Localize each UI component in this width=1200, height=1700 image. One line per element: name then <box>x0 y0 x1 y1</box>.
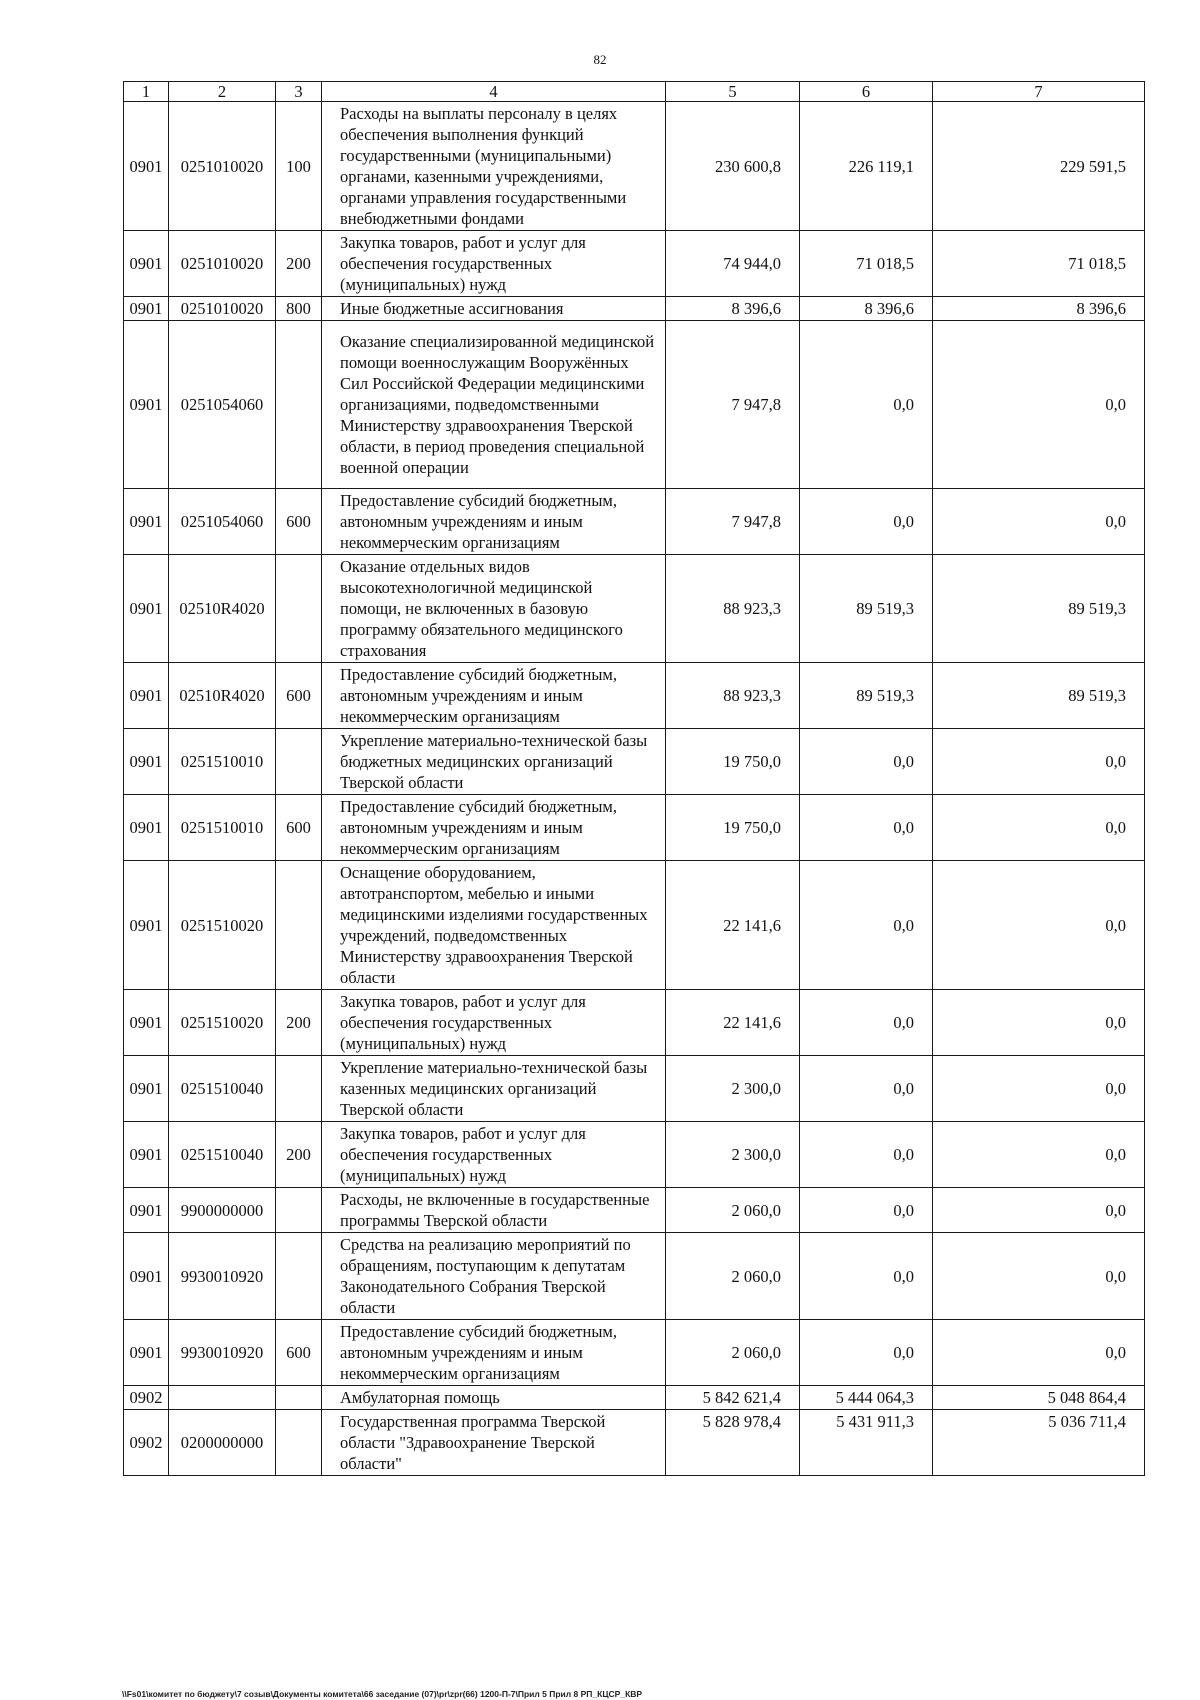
section-code-cell: 0901 <box>124 231 169 297</box>
amount-cell: 88 923,3 <box>666 555 800 663</box>
amount-cell: 5 431 911,3 <box>800 1410 933 1476</box>
amount-cell: 0,0 <box>933 1122 1145 1188</box>
amount-cell: 8 396,6 <box>800 297 933 321</box>
amount-cell: 22 141,6 <box>666 990 800 1056</box>
expense-type-cell <box>276 729 322 795</box>
description-cell: Закупка товаров, работ и услуг для обеспечения государственных (муниципальных) нужд <box>322 990 666 1056</box>
expense-type-cell: 100 <box>276 102 322 231</box>
amount-cell: 5 828 978,4 <box>666 1410 800 1476</box>
target-article-cell: 0251010020 <box>169 102 276 231</box>
amount-cell: 0,0 <box>800 1056 933 1122</box>
expense-type-cell: 600 <box>276 489 322 555</box>
amount-cell: 2 300,0 <box>666 1122 800 1188</box>
amount-cell: 0,0 <box>800 1188 933 1233</box>
amount-cell: 0,0 <box>933 321 1145 489</box>
target-article-cell: 0251510010 <box>169 795 276 861</box>
description-cell: Предоставление субсидий бюджетным, автономным учреждениям и иным некоммерческим организациям <box>322 489 666 555</box>
amount-cell: 0,0 <box>800 1320 933 1386</box>
amount-cell: 5 842 621,4 <box>666 1386 800 1410</box>
amount-cell: 2 300,0 <box>666 1056 800 1122</box>
amount-cell: 19 750,0 <box>666 729 800 795</box>
target-article-cell: 0251510040 <box>169 1122 276 1188</box>
section-code-cell: 0901 <box>124 102 169 231</box>
amount-cell: 0,0 <box>933 990 1145 1056</box>
description-cell: Предоставление субсидий бюджетным, автономным учреждениям и иным некоммерческим организациям <box>322 795 666 861</box>
target-article-cell: 0251510010 <box>169 729 276 795</box>
column-header: 2 <box>169 82 276 102</box>
table-row <box>124 231 1145 297</box>
amount-cell: 0,0 <box>800 1233 933 1320</box>
section-code-cell: 0901 <box>124 1056 169 1122</box>
column-header: 5 <box>666 82 800 102</box>
column-header: 7 <box>933 82 1145 102</box>
amount-cell: 89 519,3 <box>800 663 933 729</box>
expense-type-cell <box>276 1233 322 1320</box>
amount-cell: 89 519,3 <box>800 555 933 663</box>
amount-cell: 0,0 <box>800 990 933 1056</box>
expense-type-cell: 200 <box>276 231 322 297</box>
target-article-cell <box>169 1386 276 1410</box>
section-code-cell: 0901 <box>124 795 169 861</box>
expense-type-cell: 600 <box>276 1320 322 1386</box>
target-article-cell: 9930010920 <box>169 1233 276 1320</box>
column-header: 3 <box>276 82 322 102</box>
amount-cell: 0,0 <box>933 729 1145 795</box>
description-cell: Укрепление материально-технической базы казенных медицинских организаций Тверской области <box>322 1056 666 1122</box>
footer-file-path: \\Fs01\комитет по бюджету\7 созыв\Документы комитета\66 заседание (07)\pr\zpr(66) 1200-П-7\Прил 5 Прил 8 РП_КЦСР_КВР <box>122 1689 643 1699</box>
amount-cell: 2 060,0 <box>666 1188 800 1233</box>
expense-type-cell: 200 <box>276 990 322 1056</box>
section-code-cell: 0901 <box>124 297 169 321</box>
section-code-cell: 0901 <box>124 489 169 555</box>
amount-cell: 0,0 <box>933 489 1145 555</box>
budget-table <box>123 81 1145 1476</box>
amount-cell: 5 036 711,4 <box>933 1410 1145 1476</box>
expense-type-cell <box>276 1188 322 1233</box>
amount-cell: 7 947,8 <box>666 489 800 555</box>
description-cell: Амбулаторная помощь <box>322 1386 666 1410</box>
amount-cell: 0,0 <box>800 861 933 990</box>
description-cell: Государственная программа Тверской области "Здравоохранение Тверской области" <box>322 1410 666 1476</box>
description-cell: Оснащение оборудованием, автотранспортом, мебелью и иными медицинскими изделиями государственных учреждений, подведомственных Министерству здравоохранения Тверской области <box>322 861 666 990</box>
target-article-cell: 9930010920 <box>169 1320 276 1386</box>
section-code-cell: 0901 <box>124 663 169 729</box>
amount-cell: 0,0 <box>933 795 1145 861</box>
page-number: 82 <box>593 52 607 67</box>
section-code-cell: 0901 <box>124 861 169 990</box>
table-row <box>124 729 1145 795</box>
table-row <box>124 1386 1145 1410</box>
description-cell: Иные бюджетные ассигнования <box>322 297 666 321</box>
expense-type-cell <box>276 555 322 663</box>
table-row <box>124 321 1145 489</box>
section-code-cell: 0901 <box>124 1233 169 1320</box>
table-row <box>124 555 1145 663</box>
table-row <box>124 1056 1145 1122</box>
amount-cell: 0,0 <box>800 795 933 861</box>
section-code-cell: 0902 <box>124 1410 169 1476</box>
expense-type-cell <box>276 1056 322 1122</box>
amount-cell: 230 600,8 <box>666 102 800 231</box>
section-code-cell: 0901 <box>124 1122 169 1188</box>
description-cell: Предоставление субсидий бюджетным, автономным учреждениям и иным некоммерческим организациям <box>322 663 666 729</box>
description-cell: Средства на реализацию мероприятий по обращениям, поступающим к депутатам Законодательного Собрания Тверской области <box>322 1233 666 1320</box>
table-row <box>124 1188 1145 1233</box>
target-article-cell: 0251010020 <box>169 231 276 297</box>
expense-type-cell <box>276 1410 322 1476</box>
target-article-cell: 02510R4020 <box>169 555 276 663</box>
column-header: 6 <box>800 82 933 102</box>
amount-cell: 22 141,6 <box>666 861 800 990</box>
table-row <box>124 663 1145 729</box>
amount-cell: 0,0 <box>800 321 933 489</box>
amount-cell: 8 396,6 <box>666 297 800 321</box>
amount-cell: 71 018,5 <box>800 231 933 297</box>
table-row <box>124 102 1145 231</box>
amount-cell: 5 444 064,3 <box>800 1386 933 1410</box>
amount-cell: 0,0 <box>933 1233 1145 1320</box>
amount-cell: 229 591,5 <box>933 102 1145 231</box>
amount-cell: 7 947,8 <box>666 321 800 489</box>
expense-type-cell: 600 <box>276 663 322 729</box>
target-article-cell: 0251510020 <box>169 990 276 1056</box>
amount-cell: 0,0 <box>800 489 933 555</box>
description-cell: Предоставление субсидий бюджетным, автономным учреждениям и иным некоммерческим организациям <box>322 1320 666 1386</box>
table-row <box>124 1320 1145 1386</box>
description-cell: Оказание отдельных видов высокотехнологичной медицинской помощи, не включенных в базовую программу обязательного медицинского страхования <box>322 555 666 663</box>
target-article-cell: 0251054060 <box>169 489 276 555</box>
expense-type-cell <box>276 861 322 990</box>
section-code-cell: 0901 <box>124 1188 169 1233</box>
amount-cell: 2 060,0 <box>666 1233 800 1320</box>
expense-type-cell <box>276 321 322 489</box>
section-code-cell: 0901 <box>124 555 169 663</box>
table-row <box>124 1410 1145 1476</box>
amount-cell: 5 048 864,4 <box>933 1386 1145 1410</box>
section-code-cell: 0901 <box>124 1320 169 1386</box>
table-row <box>124 489 1145 555</box>
amount-cell: 89 519,3 <box>933 555 1145 663</box>
section-code-cell: 0901 <box>124 990 169 1056</box>
column-header: 1 <box>124 82 169 102</box>
amount-cell: 0,0 <box>933 1188 1145 1233</box>
table-row <box>124 990 1145 1056</box>
amount-cell: 89 519,3 <box>933 663 1145 729</box>
expense-type-cell: 800 <box>276 297 322 321</box>
amount-cell: 8 396,6 <box>933 297 1145 321</box>
description-cell: Закупка товаров, работ и услуг для обеспечения государственных (муниципальных) нужд <box>322 1122 666 1188</box>
table-header-row <box>124 82 1145 102</box>
amount-cell: 0,0 <box>933 861 1145 990</box>
target-article-cell: 0251510020 <box>169 861 276 990</box>
table-row <box>124 861 1145 990</box>
description-cell: Оказание специализированной медицинской помощи военнослужащим Вооружённых Сил Российской Федерации медицинскими организациями, подведомственными Министерству здравоохранения Тверской области, в период проведения специальной военной операции <box>322 321 666 489</box>
amount-cell: 2 060,0 <box>666 1320 800 1386</box>
amount-cell: 0,0 <box>933 1320 1145 1386</box>
description-cell: Расходы на выплаты персоналу в целях обеспечения выполнения функций государственными (муниципальными) органами, казенными учреждениями, органами управления государственными внебюджетными фондами <box>322 102 666 231</box>
target-article-cell: 0200000000 <box>169 1410 276 1476</box>
expense-type-cell <box>276 1386 322 1410</box>
target-article-cell: 0251510040 <box>169 1056 276 1122</box>
table-row <box>124 1233 1145 1320</box>
description-cell: Расходы, не включенные в государственные программы Тверской области <box>322 1188 666 1233</box>
amount-cell: 226 119,1 <box>800 102 933 231</box>
amount-cell: 88 923,3 <box>666 663 800 729</box>
description-cell: Закупка товаров, работ и услуг для обеспечения государственных (муниципальных) нужд <box>322 231 666 297</box>
description-cell: Укрепление материально-технической базы бюджетных медицинских организаций Тверской области <box>322 729 666 795</box>
table-row <box>124 795 1145 861</box>
column-header: 4 <box>322 82 666 102</box>
section-code-cell: 0901 <box>124 729 169 795</box>
table-row <box>124 1122 1145 1188</box>
target-article-cell: 9900000000 <box>169 1188 276 1233</box>
table-row <box>124 297 1145 321</box>
section-code-cell: 0902 <box>124 1386 169 1410</box>
amount-cell: 0,0 <box>933 1056 1145 1122</box>
target-article-cell: 0251010020 <box>169 297 276 321</box>
target-article-cell: 02510R4020 <box>169 663 276 729</box>
amount-cell: 19 750,0 <box>666 795 800 861</box>
amount-cell: 0,0 <box>800 1122 933 1188</box>
section-code-cell: 0901 <box>124 321 169 489</box>
expense-type-cell: 200 <box>276 1122 322 1188</box>
expense-type-cell: 600 <box>276 795 322 861</box>
amount-cell: 0,0 <box>800 729 933 795</box>
amount-cell: 71 018,5 <box>933 231 1145 297</box>
amount-cell: 74 944,0 <box>666 231 800 297</box>
target-article-cell: 0251054060 <box>169 321 276 489</box>
